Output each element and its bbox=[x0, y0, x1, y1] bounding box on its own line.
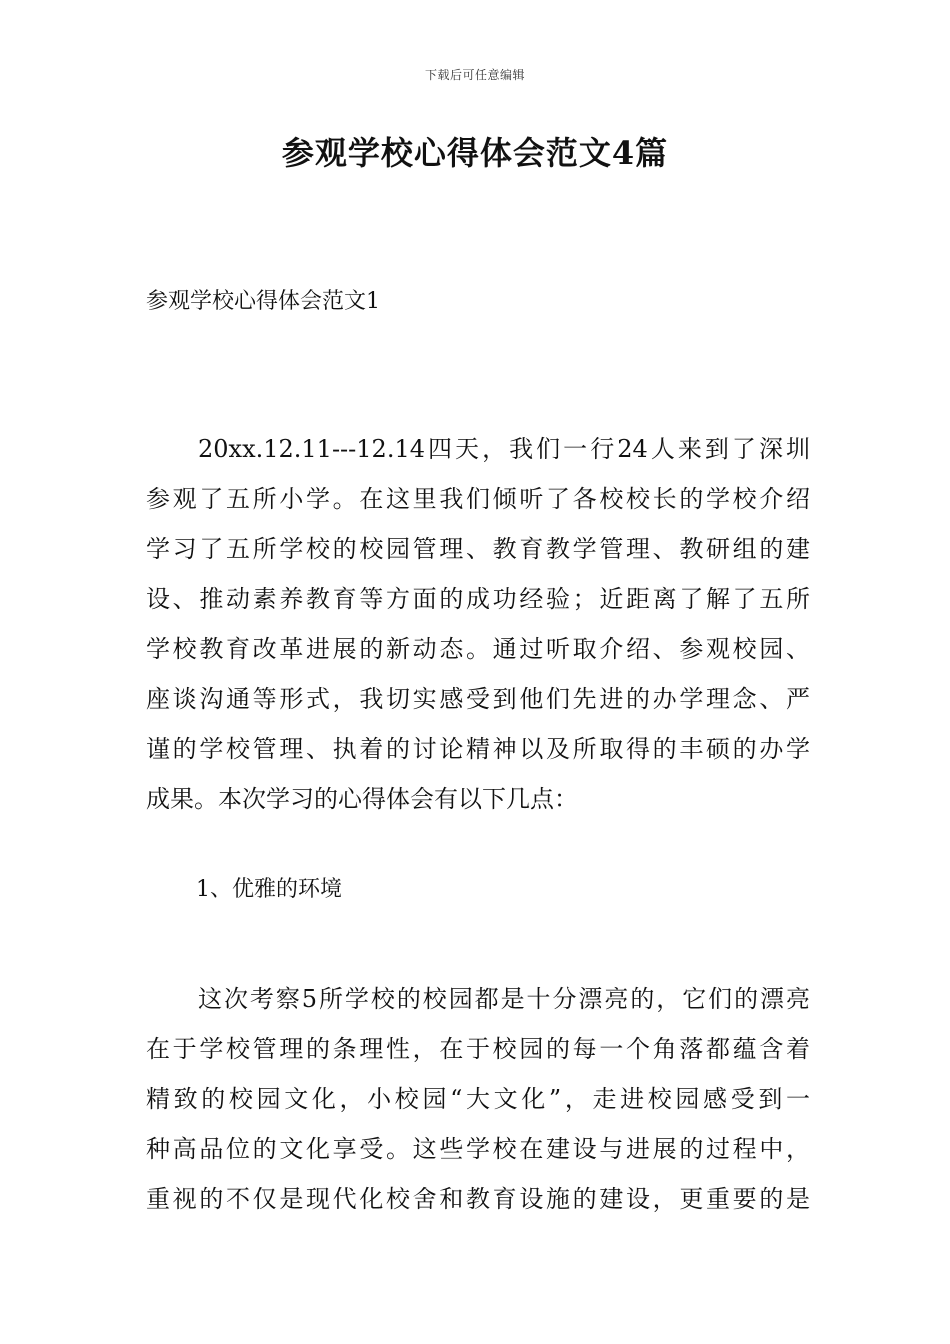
page-title: 参观学校心得体会范文4篇 bbox=[281, 134, 669, 172]
paragraph-line: 学校教育改革进展的新动态。通过听取介绍、参观校园、 bbox=[146, 635, 810, 663]
header-note: 下载后可任意编辑 bbox=[424, 68, 525, 82]
paragraph-line: 在于学校管理的条理性，在于校园的每一个角落都蕴含着 bbox=[146, 1035, 810, 1063]
paragraph-line: 成果。本次学习的心得体会有以下几点： bbox=[146, 785, 578, 813]
paragraph-2 bbox=[146, 974, 810, 1224]
paragraph-line: 参观了五所小学。在这里我们倾听了各校校长的学校介绍 bbox=[146, 485, 810, 513]
paragraph-line: 重视的不仅是现代化校舍和教育设施的建设，更重要的是 bbox=[146, 1185, 810, 1213]
paragraph-line: 设、推动素养教育等方面的成功经验；近距离了解了五所 bbox=[146, 585, 810, 613]
paragraph-1 bbox=[146, 424, 810, 824]
paragraph-line: 这次考察5所学校的校园都是十分漂亮的，它们的漂亮 bbox=[198, 985, 810, 1013]
paragraph-line: 谨的学校管理、执着的讨论精神以及所取得的丰硕的办学 bbox=[146, 735, 810, 763]
section-heading: 参观学校心得体会范文1 bbox=[146, 289, 380, 314]
paragraph-line: 学习了五所学校的校园管理、教育教学管理、教研组的建 bbox=[146, 535, 810, 563]
paragraph-line: 精致的校园文化，小校园“大文化”，走进校园感受到一 bbox=[146, 1085, 810, 1113]
paragraph-line: 20xx.12.11---12.14四天，我们一行24人来到了深圳 bbox=[198, 435, 810, 463]
paragraph-line: 座谈沟通等形式，我切实感受到他们先进的办学理念、严 bbox=[146, 685, 810, 713]
paragraph-line: 种高品位的文化享受。这些学校在建设与进展的过程中， bbox=[146, 1135, 810, 1163]
subheading-elegant-environment: 1、优雅的环境 bbox=[196, 877, 342, 902]
